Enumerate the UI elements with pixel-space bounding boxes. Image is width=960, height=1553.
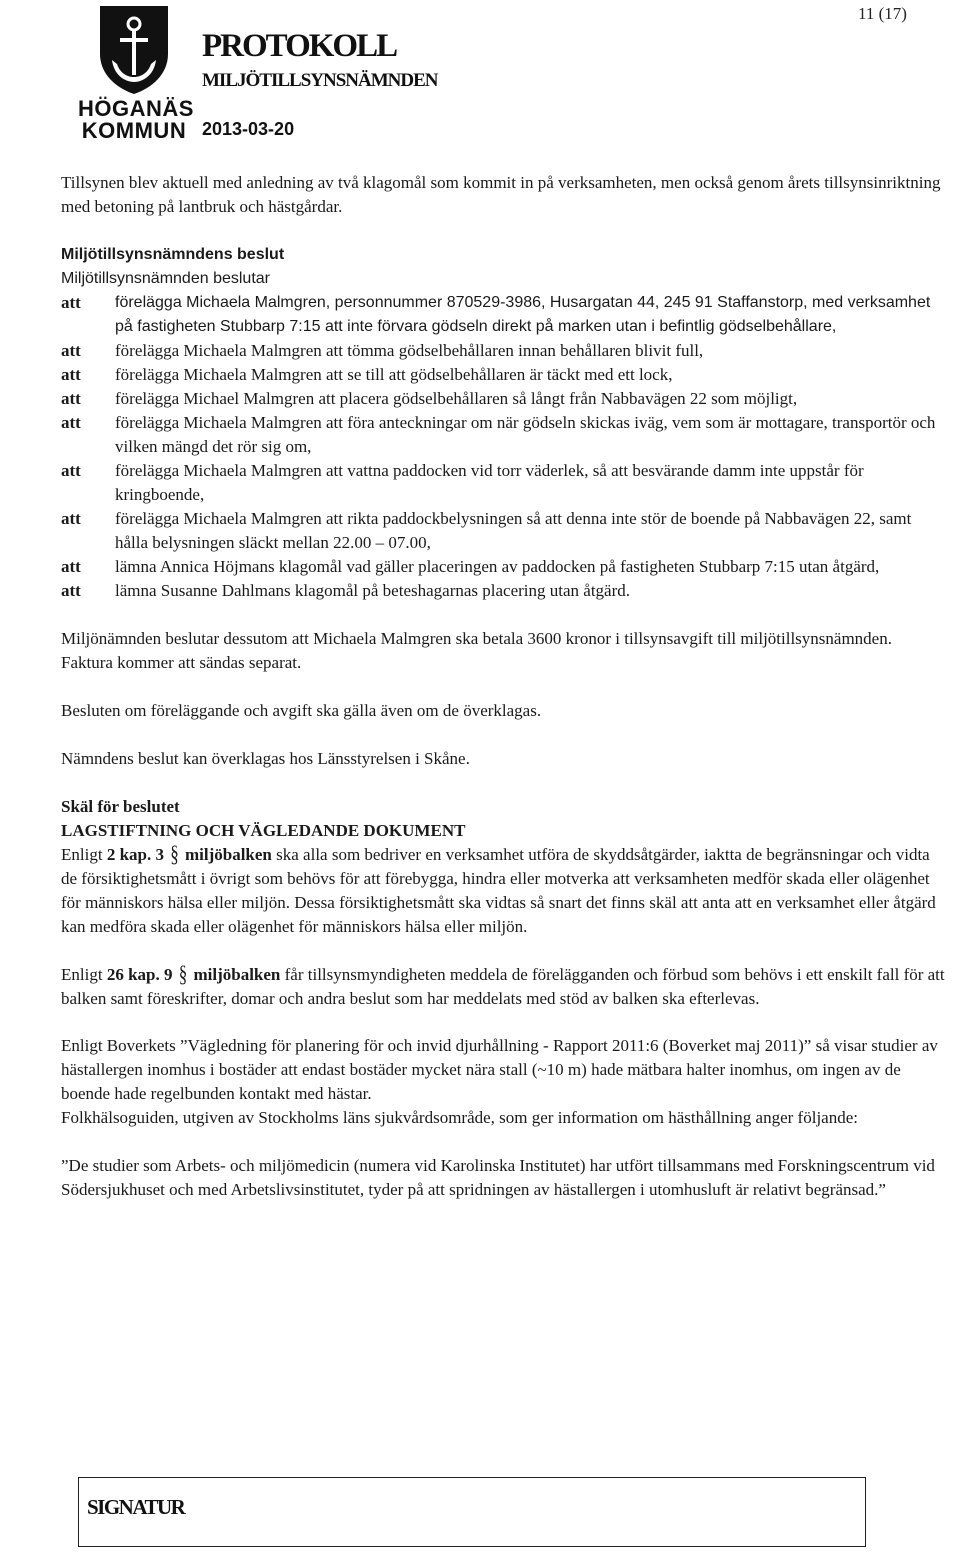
reasons-heading: Skäl för beslutet xyxy=(61,797,180,816)
validity-paragraph: Besluten om föreläggande och avgift ska gälla även om de överklagas. xyxy=(61,701,542,720)
law-section: 3 xyxy=(155,845,164,864)
decision-item xyxy=(61,339,946,363)
law-chapter: 26 kap. xyxy=(106,965,160,984)
att-label: att xyxy=(61,509,81,528)
quote-paragraph: ”De studier som Arbets- och miljömedicin (numera vid Karolinska Institutet) har utfört tillsammans med Forskningscentrum vid Södersjukhuset och med Arbetslivsinstitutet, tyder på att spridningen av hästallergen i utomhusluft är relativt begränsad.” xyxy=(61,1156,935,1199)
att-label: att xyxy=(61,293,81,312)
logo-text-line2: KOMMUN xyxy=(81,118,187,143)
decision-item-text: förelägga Michaela Malmgren att se till att gödselbehållaren är täckt med ett lock, xyxy=(115,365,673,384)
intro-paragraph: Tillsynen blev aktuell med anledning av två klagomål som kommit in på verksamheten, men också genom årets tillsynsinriktning med betoning på lantbruk och hästgårdar. xyxy=(61,173,941,216)
boverket-paragraph: Enligt Boverkets ”Vägledning för planering för och invid djurhållning - Rapport 2011:6 (Boverket maj 2011)” så visar studier av hästallergen inomhus i bostäder att endast bostäder mycket nära stall (~10 m) hade mätbara halter inomhus, om ingen av de boende hade regelbunden kontakt med hästar. xyxy=(61,1036,938,1103)
page-number: 11 (17) xyxy=(858,4,907,23)
law-word: Enligt xyxy=(61,965,103,984)
anchor-shield-icon xyxy=(78,2,190,98)
decision-item xyxy=(61,555,946,579)
decision-item-text: förelägga Michaela Malmgren, personnummer 870529-3986, Husargatan 44, 245 91 Staffanstorp, med verksamhet på fastigheten Stubbarp 7:15 att inte förvara gödseln direkt på marken utan i befintlig gödselbehållare, xyxy=(115,294,931,335)
law-text: ska alla som bedriver en verksamhet utföra de skyddsåtgärder, iaktta de begränsningar och vidta de försiktighetsmått i övrigt som behövs för att förebygga, hindra eller motverka att verksamheten medför skada eller olägenhet för människors hälsa eller miljön. Dessa försiktighetsmått ska vidtas så snart det finns skäl att anta att en verksamhet eller åtgärd kan medföra skada eller olägenhet för människors hälsa eller miljön. xyxy=(61,845,936,936)
att-label: att xyxy=(61,581,81,600)
att-label: att xyxy=(61,365,81,384)
decision-item xyxy=(61,507,946,555)
document-title: PROTOKOLL xyxy=(202,28,397,64)
att-label: att xyxy=(61,461,81,480)
decision-item xyxy=(61,459,946,507)
folkhalso-paragraph: Folkhälsoguiden, utgiven av Stockholms läns sjukvårdsområde, som ger information om hästhållning anger följande: xyxy=(61,1108,858,1127)
meeting-date: 2013-03-20 xyxy=(202,119,295,139)
law-name: miljöbalken xyxy=(184,845,272,864)
document-body xyxy=(61,171,946,1202)
law-text: får tillsynsmyndigheten meddela de förelägganden och förbud som behövs i ett enskilt fall för att balken samt föreskrifter, domar och andra beslut som har meddelats med stöd av balken ska efterlevas. xyxy=(61,965,945,1008)
law-chapter: 2 kap. xyxy=(106,845,152,864)
decision-item xyxy=(61,579,946,603)
decision-item-text: förelägga Michaela Malmgren att tömma gödselbehållaren innan behållaren blivit full, xyxy=(115,341,704,360)
decision-item xyxy=(61,363,946,387)
decision-item-text: förelägga Michaela Malmgren att rikta paddockbelysningen så att denna inte stör de boende på Nabbavägen 22, samt hålla belysningen släckt mellan 22.00 – 07.00, xyxy=(115,509,912,552)
decision-item-text: förelägga Michaela Malmgren att vattna paddocken vid torr väderlek, så att besvärande damm inte uppstår för kringboende, xyxy=(115,461,864,504)
law-section: 9 xyxy=(163,965,173,984)
signature-box xyxy=(78,1477,866,1547)
appeal-paragraph: Nämndens beslut kan överklagas hos Länsstyrelsen i Skåne. xyxy=(61,749,470,768)
att-label: att xyxy=(61,389,81,408)
att-label: att xyxy=(61,413,81,432)
decision-item xyxy=(61,387,946,411)
decision-heading: Miljötillsynsnämndens beslut xyxy=(61,246,285,263)
law-paragraph-2 xyxy=(61,963,946,1011)
law-word: Enligt xyxy=(61,845,103,864)
decision-item-text: förelägga Michaela Malmgren att föra anteckningar om när gödseln skickas iväg, vem som är mottagare, transportör och vilken mängd det rör sig om, xyxy=(115,413,936,456)
att-label: att xyxy=(61,341,81,360)
municipality-logo xyxy=(78,2,194,143)
logo-text-line1: HÖGANÄS xyxy=(78,96,194,121)
decision-list xyxy=(61,291,946,603)
section-sign: § xyxy=(170,841,179,868)
decision-lead: Miljötillsynsnämnden beslutar xyxy=(61,270,270,287)
fee-paragraph: Miljönämnden beslutar dessutom att Michaela Malmgren ska betala 3600 kronor i tillsynsavgift till miljötillsynsnämnden. Faktura kommer att sändas separat. xyxy=(61,629,892,672)
law-paragraph-1 xyxy=(61,843,946,939)
decision-item-text: lämna Susanne Dahlmans klagomål på beteshagarnas placering utan åtgärd. xyxy=(115,581,631,600)
law-name: miljöbalken xyxy=(193,965,281,984)
decision-item xyxy=(61,291,946,339)
decision-item xyxy=(61,411,946,459)
decision-item-text: förelägga Michael Malmgren att placera gödselbehållaren så långt från Nabbavägen 22 som möjligt, xyxy=(115,389,798,408)
att-label: att xyxy=(61,557,81,576)
reasons-subheading: LAGSTIFTNING OCH VÄGLEDANDE DOKUMENT xyxy=(61,821,466,840)
decision-item-text: lämna Annica Höjmans klagomål vad gäller placeringen av paddocken på fastigheten Stubbarp 7:15 utan åtgärd, xyxy=(115,557,880,576)
committee-name: MILJÖTILLSYNSNÄMNDEN xyxy=(202,70,438,91)
section-sign: § xyxy=(178,961,188,988)
signature-label: SIGNATUR xyxy=(87,1495,185,1519)
